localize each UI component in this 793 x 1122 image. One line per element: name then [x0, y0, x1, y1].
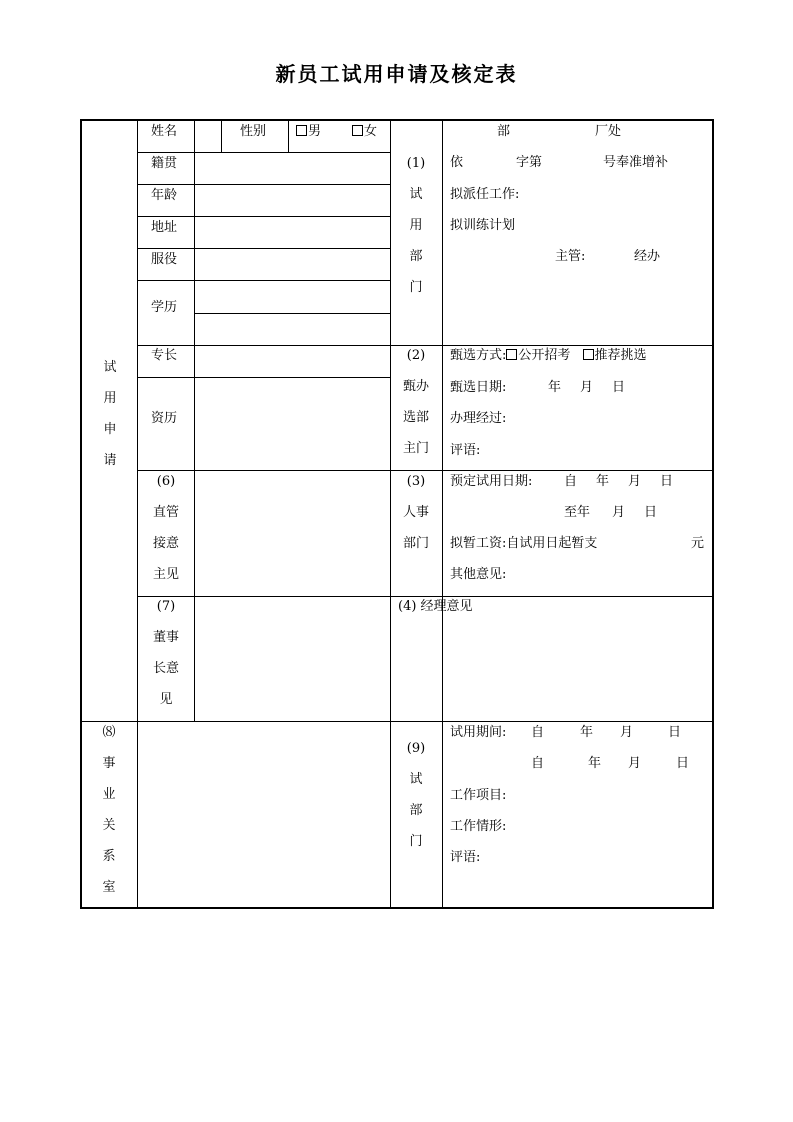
- dept9-items: 工作项目:: [450, 788, 507, 803]
- dept9-day2: 日: [676, 756, 690, 771]
- male-checkbox[interactable]: [296, 125, 307, 136]
- section-label-dept9: (9) 试 部 门: [406, 741, 426, 849]
- open-recruit-checkbox[interactable]: [506, 349, 517, 360]
- section-label-application: 试 用 申 请: [103, 360, 117, 468]
- label-address: 地址: [151, 220, 178, 235]
- dept1-approved: 号奉准增补: [603, 155, 669, 170]
- label-specialty: 专长: [151, 348, 178, 363]
- dept3-day2: 日: [644, 505, 658, 520]
- option-female[interactable]: 女: [352, 124, 377, 140]
- dept9-period: 试用期间:: [450, 725, 507, 740]
- dept3-year: 年: [596, 474, 610, 489]
- dept2-month: 月: [580, 380, 594, 395]
- dept3-month: 月: [628, 474, 642, 489]
- dept9-day: 日: [668, 725, 682, 740]
- label-experience: 资历: [151, 411, 178, 426]
- dept9-from2: 自: [531, 756, 545, 771]
- section-label-8: ⑻ 事 业 关 系 室: [102, 725, 116, 895]
- dept1-handler: 经办: [634, 249, 661, 264]
- label-native-place: 籍贯: [151, 156, 178, 171]
- dept9-year: 年: [580, 725, 594, 740]
- dept9-comment: 评语:: [450, 850, 481, 865]
- dept3-day: 日: [660, 474, 674, 489]
- dept3-month2: 月: [612, 505, 626, 520]
- section-label-dept2: (2) 甄办 选部 主门: [402, 348, 429, 456]
- dept9-situation: 工作情形:: [450, 819, 507, 834]
- dept9-year2: 年: [588, 756, 602, 771]
- dept3-salary: 拟暂工资:自试用日起暂支: [450, 536, 598, 551]
- dept1-supervisor: 主管:: [555, 249, 586, 264]
- section-label-dept1: (1) 试 用 部 门: [406, 156, 426, 295]
- dept3-other: 其他意见:: [450, 567, 507, 582]
- recommend-checkbox[interactable]: [583, 349, 594, 360]
- dept1-training: 拟训练计划: [450, 218, 516, 233]
- dept9-month: 月: [620, 725, 634, 740]
- female-checkbox[interactable]: [352, 125, 363, 136]
- dept1-number-word: 字第: [516, 155, 543, 170]
- dept3-start: 预定试用日期:: [450, 474, 533, 489]
- dept2-method-row: 甄选方式: 公开招考 推荐挑选: [450, 348, 647, 363]
- page-title: 新员工试用申请及核定表: [275, 62, 518, 86]
- section-label-6: (6) 直管 接意 主见: [152, 474, 179, 582]
- label-age: 年龄: [151, 188, 178, 203]
- dept3-to: 至年: [564, 505, 591, 520]
- label-name: 姓名: [151, 124, 178, 139]
- dept3-yuan: 元: [691, 536, 705, 551]
- dept1-according: 依: [450, 155, 464, 170]
- dept2-process: 办理经过:: [450, 411, 507, 426]
- dept2-year: 年: [548, 380, 562, 395]
- label-service: 服役: [151, 252, 178, 267]
- option-male[interactable]: 男: [296, 124, 321, 140]
- dept2-day: 日: [612, 380, 626, 395]
- dept9-from: 自: [531, 725, 545, 740]
- dept3-from: 自: [564, 474, 578, 489]
- dept2-date: 甄选日期:: [450, 380, 507, 395]
- dept1-assignment: 拟派任工作:: [450, 187, 520, 202]
- dept2-comment: 评语:: [450, 443, 481, 458]
- dept1-factory: 厂处: [595, 124, 622, 139]
- section-label-7: (7) 董事 长意 见: [152, 599, 179, 707]
- dept9-month2: 月: [628, 756, 642, 771]
- section-label-dept3: (3) 人事 部门: [402, 474, 429, 551]
- section-label-4: (4) 经理意见: [398, 599, 473, 614]
- dept1-dept: 部: [497, 124, 511, 139]
- label-gender: 性别: [240, 124, 267, 139]
- label-education: 学历: [151, 300, 178, 315]
